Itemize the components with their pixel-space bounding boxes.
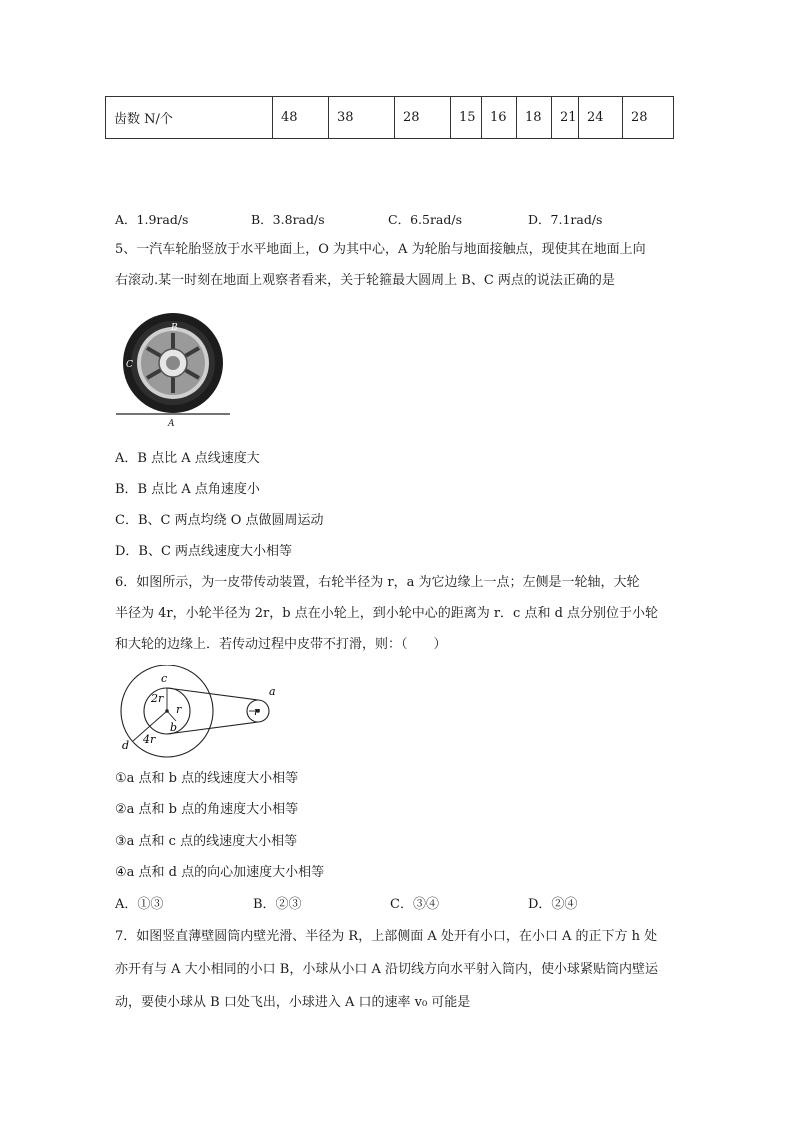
label-r-left: r xyxy=(176,703,182,716)
table-cell: 38 xyxy=(329,97,395,139)
q6-option-a: A．①③ xyxy=(115,897,164,912)
q5-text-line2: 右滚动.某一时刻在地面上观察者看来，关于轮箍最大圆周上 B、C 两点的说法正确的是 xyxy=(115,273,615,288)
label-b: b xyxy=(170,721,178,734)
table-cell: 21 xyxy=(552,97,579,139)
gear-teeth-table xyxy=(105,96,674,139)
table-cell: 15 xyxy=(451,97,482,139)
belt-bottom xyxy=(167,722,258,734)
label-4r: 4r xyxy=(143,733,156,746)
q4-option-a: A．1.9rad/s xyxy=(115,212,189,227)
q4-option-d: D．7.1rad/s xyxy=(528,212,603,227)
label-r-right: r xyxy=(254,705,260,718)
q6-text-line1: 6．如图所示，为一皮带传动装置，右轮半径为 r，a 为它边缘上一点；左侧是一轮轴，大轮 xyxy=(115,575,640,590)
q6-statement-3: ③a 点和 c 点的线速度大小相等 xyxy=(115,834,298,849)
q4-option-c: C．6.5rad/s xyxy=(388,212,462,227)
q5-option-b: B．B 点比 A 点角速度小 xyxy=(115,482,260,497)
table-cell: 48 xyxy=(273,97,329,139)
table-cell: 28 xyxy=(395,97,451,139)
q7-text-line2: 亦开有与 A 大小相同的小口 B，小球从小口 A 沿切线方向水平射入筒内，使小球紧贴筒内壁运 xyxy=(115,962,658,977)
q6-option-c: C．③④ xyxy=(390,897,439,912)
label-d: d xyxy=(122,739,130,752)
q6-option-b: B．②③ xyxy=(253,897,302,912)
point-c-label: C xyxy=(126,360,133,370)
point-b-label: B xyxy=(171,323,178,333)
tire-figure xyxy=(112,312,236,430)
q7-text-line3: 动，要使小球从 B 口处飞出，小球进入 A 口的速率 v₀ 可能是 xyxy=(115,995,471,1010)
q5-option-d: D．B、C 两点线速度大小相等 xyxy=(115,544,293,559)
table-header-cell: 齿数 N/个 xyxy=(106,97,273,139)
q6-text-line2: 半径为 4r，小轮半径为 2r，b 点在小轮上，到小轮中心的距离为 r．c 点和 d 点分别位于小轮 xyxy=(115,606,659,621)
label-a: a xyxy=(269,685,276,698)
point-a-label: A xyxy=(168,419,175,429)
belt-drive-figure xyxy=(112,665,282,765)
label-c: c xyxy=(161,672,168,685)
q6-text-line3: 和大轮的边缘上．若传动过程中皮带不打滑，则：（ ） xyxy=(115,637,447,652)
q4-option-b: B．3.8rad/s xyxy=(251,212,325,227)
table-row xyxy=(106,97,674,139)
q7-text-line1: 7．如图竖直薄壁圆筒内壁光滑、半径为 R，上部侧面 A 处开有小口，在小口 A 的正下方 h 处 xyxy=(115,929,658,944)
table-cell: 28 xyxy=(623,97,674,139)
table-cell: 16 xyxy=(482,97,517,139)
belt-top xyxy=(167,688,258,700)
q5-option-c: C．B、C 两点均绕 O 点做圆周运动 xyxy=(115,513,324,528)
q6-statement-4: ④a 点和 d 点的向心加速度大小相等 xyxy=(115,865,325,880)
table-cell: 18 xyxy=(517,97,552,139)
q5-text-line1: 5、一汽车轮胎竖放于水平地面上，O 为其中心，A 为轮胎与地面接触点，现使其在地面上向 xyxy=(115,242,646,257)
q5-option-a: A．B 点比 A 点线速度大 xyxy=(115,451,260,466)
table-cell: 24 xyxy=(579,97,623,139)
q6-statement-1: ①a 点和 b 点的线速度大小相等 xyxy=(115,771,299,786)
q6-option-d: D．②④ xyxy=(528,897,578,912)
q6-statement-2: ②a 点和 b 点的角速度大小相等 xyxy=(115,802,299,817)
label-2r: 2r xyxy=(151,692,164,705)
